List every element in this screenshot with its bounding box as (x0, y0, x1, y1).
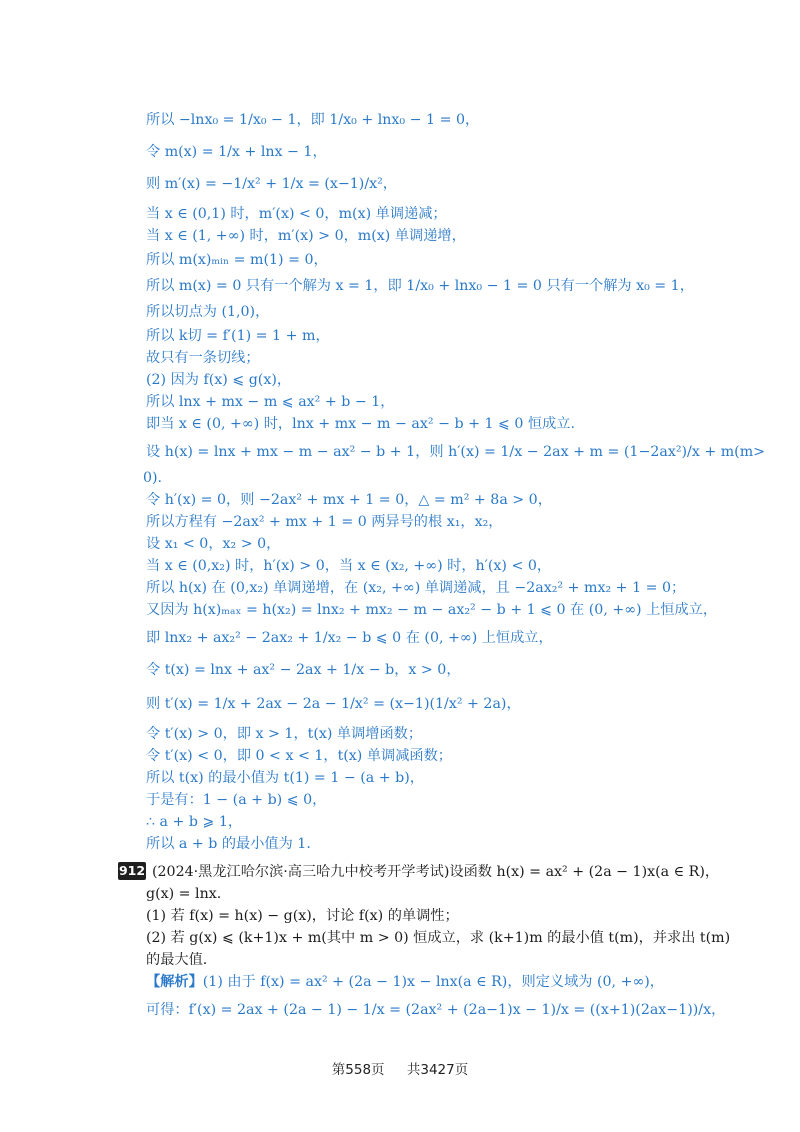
page-footer (0, 1058, 800, 1078)
problem-line: (2024·黑龙江哈尔滨·高三哈九中校考开学考试)设函数 h(x) = ax² + (2a − 1)x(a ∈ R)， (152, 864, 720, 880)
problem-line: g(x) = lnx. (146, 886, 222, 902)
solution-line: 当 x ∈ (1, +∞) 时，m′(x) > 0，m(x) 单调递增， (146, 228, 466, 244)
problem-line: (1) 若 f(x) = h(x) − g(x)，讨论 f(x) 的单调性； (146, 908, 459, 924)
solution-line: 令 h′(x) = 0，则 −2ax² + mx + 1 = 0，△ = m² + 8a > 0， (146, 492, 552, 508)
solution-line: 即当 x ∈ (0, +∞) 时，lnx + mx − m − ax² − b + 1 ⩽ 0 恒成立. (146, 416, 576, 432)
solution-line: (2) 因为 f(x) ⩽ g(x)， (146, 372, 292, 388)
solution-line: 故只有一条切线； (146, 350, 260, 366)
analysis-line (146, 972, 664, 992)
solution-line: 则 t′(x) = 1/x + 2ax − 2a − 1/x² = (x−1)(1/x² + 2a)， (146, 696, 521, 712)
analysis-text: (1) 由于 f(x) = ax² + (2a − 1)x − lnx(a ∈ R)，则定义域为 (0, +∞)， (202, 974, 664, 990)
solution-line: 所以 m(x)ₘᵢₙ = m(1) = 0， (146, 252, 328, 268)
solution-line: 令 t′(x) > 0，即 x > 1，t(x) 单调增函数； (146, 726, 423, 742)
solution-line: 所以 −lnx₀ = 1/x₀ − 1，即 1/x₀ + lnx₀ − 1 = 0， (146, 112, 480, 128)
solution-line: 所以切点为 (1,0)， (146, 304, 270, 320)
solution-line: 令 m(x) = 1/x + lnx − 1， (146, 144, 327, 160)
solution-line: 于是有：1 − (a + b) ⩽ 0， (146, 792, 327, 808)
solution-line: ∴ a + b ⩾ 1， (146, 814, 243, 830)
solution-line: 0). (143, 470, 163, 486)
solution-line: 令 t′(x) < 0，即 0 < x < 1，t(x) 单调减函数； (146, 748, 452, 764)
solution-line: 则 m′(x) = −1/x² + 1/x = (x−1)/x²， (146, 176, 397, 192)
solution-line: 所以 a + b 的最小值为 1. (146, 836, 311, 852)
solution-line: 所以方程有 −2ax² + mx + 1 = 0 两异号的根 x₁，x₂， (146, 514, 503, 530)
solution-line: 所以 lnx + mx − m ⩽ ax² + b − 1， (146, 394, 395, 410)
solution-line: 即 lnx₂ + ax₂² − 2ax₂ + 1/x₂ − b ⩽ 0 在 (0, +∞) 上恒成立， (146, 630, 553, 646)
page-number: 第558页 (331, 1062, 385, 1078)
analysis-line: 可得：f′(x) = 2ax + (2a − 1) − 1/x = (2ax² + (2a−1)x − 1)/x = ((x+1)(2ax−1))/x， (146, 1002, 726, 1018)
solution-line: 令 t(x) = lnx + ax² − 2ax + 1/x − b，x > 0， (146, 662, 461, 678)
solution-line: 当 x ∈ (0,1) 时，m′(x) < 0，m(x) 单调递减； (146, 206, 447, 222)
problem-line: (2) 若 g(x) ⩽ (k+1)x + m(其中 m > 0) 恒成立，求 (k+1)m 的最小值 t(m)，并求出 t(m) (146, 930, 731, 946)
problem-number-badge: 912 (118, 863, 146, 878)
analysis-tag: 【解析】 (146, 974, 203, 990)
total-pages: 共3427页 (406, 1062, 469, 1078)
solution-line: 设 x₁ < 0，x₂ > 0， (146, 536, 281, 552)
problem-line: 的最大值. (146, 952, 208, 968)
solution-line: 所以 m(x) = 0 只有一个解为 x = 1，即 1/x₀ + lnx₀ − 1 = 0 只有一个解为 x₀ = 1， (146, 278, 694, 294)
solution-line: 设 h(x) = lnx + mx − m − ax² − b + 1，则 h′(x) = 1/x − 2ax + m = (1−2ax²)/x + m(m> (146, 444, 766, 460)
solution-line: 又因为 h(x)ₘₐₓ = h(x₂) = lnx₂ + mx₂ − m − ax₂² − b + 1 ⩽ 0 在 (0, +∞) 上恒成立， (146, 602, 718, 618)
solution-line: 所以 k切 = f′(1) = 1 + m， (146, 328, 330, 344)
solution-line: 所以 t(x) 的最小值为 t(1) = 1 − (a + b)， (146, 770, 424, 786)
solution-line: 当 x ∈ (0,x₂) 时，h′(x) > 0，当 x ∈ (x₂, +∞) 时，h′(x) < 0， (146, 558, 552, 574)
solution-line: 所以 h(x) 在 (0,x₂) 单调递增，在 (x₂, +∞) 单调递减，且 −2ax₂² + mx₂ + 1 = 0； (146, 580, 686, 596)
